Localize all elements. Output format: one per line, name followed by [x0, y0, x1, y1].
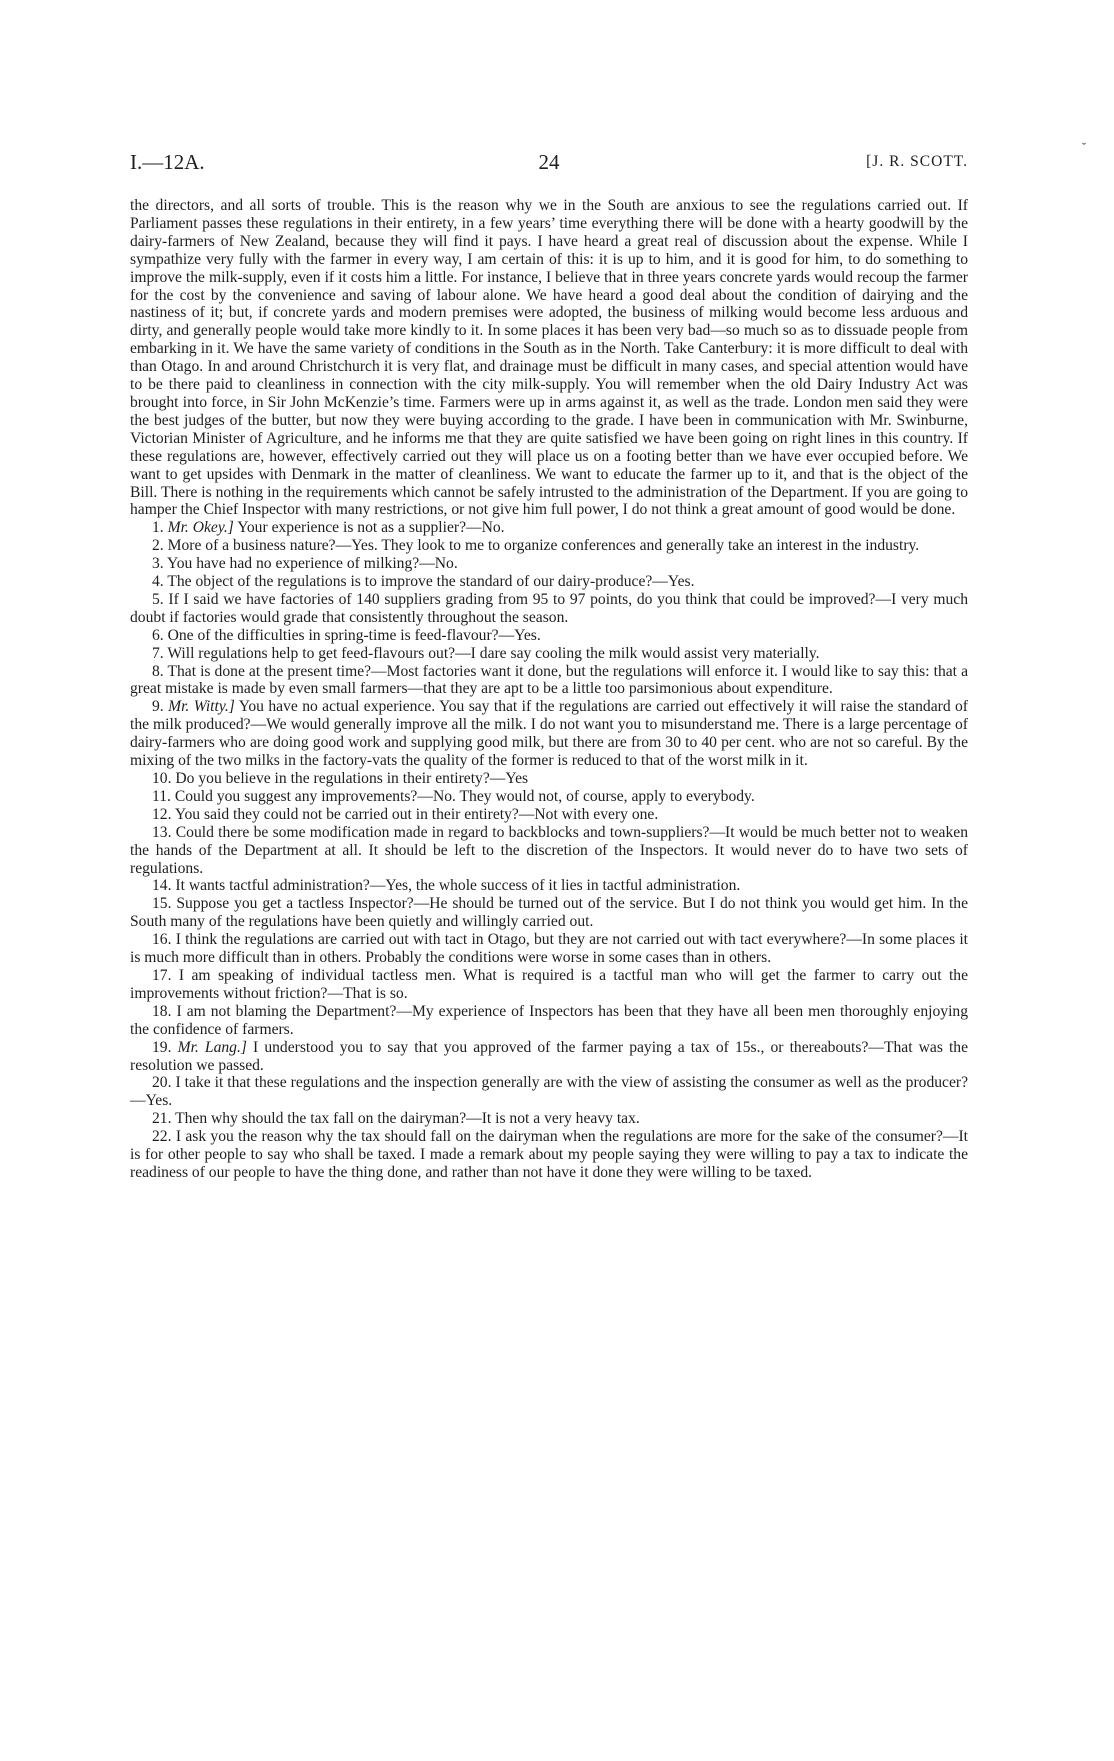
- question-number: 20.: [152, 1074, 176, 1092]
- question-text: I am not blaming the Department?—My experience of Inspectors has been that they have all been men thoroughly enjoying the confidence of farmers.: [130, 1002, 968, 1038]
- question-text: Then why should the tax fall on the dairyman?—It is not a very heavy tax.: [175, 1110, 640, 1128]
- question-number: 19.: [152, 1038, 178, 1056]
- page-header: [130, 150, 968, 180]
- margin-mark: ˇ: [1082, 140, 1086, 154]
- question-text: More of a business nature?—Yes. They look to me to organize conferences and generally take an interest in the industry.: [167, 537, 920, 555]
- question-answer-item: [130, 663, 968, 699]
- question-text: I understood you to say that you approved of the farmer paying a tax of 15s., or thereabouts?—That was the resolution we passed.: [130, 1038, 969, 1074]
- question-number: 9.: [152, 698, 169, 716]
- question-number: 16.: [152, 931, 176, 949]
- question-number: 22.: [152, 1128, 176, 1146]
- question-answer-item: [130, 806, 968, 824]
- question-text: I ask you the reason why the tax should fall on the dairyman when the regulations are more for the sake of the consumer?—It is for other people to say who shall be taxed. I made a remark about my people saying they were willing to pay a tax to indicate the readiness of our people to have the thing done, and rather than not have it done they were willing to be taxed.: [130, 1128, 968, 1181]
- question-number: 14.: [152, 877, 176, 895]
- question-answer-item: [130, 591, 968, 627]
- question-text: I think the regulations are carried out with tact in Otago, but they are not carried out with tact everywhere?—In some places it is much more difficult than in others. Probably the conditions were worse in some cases than in others.: [130, 931, 968, 967]
- question-text: If I said we have factories of 140 suppliers grading from 95 to 97 points, do you think that could be improved?—I very much doubt if factories would grade that consistently throughout the season.: [130, 590, 969, 626]
- question-number: 1.: [152, 519, 168, 537]
- speaker-name: Mr. Witty.]: [168, 698, 235, 716]
- question-number: 7.: [152, 644, 168, 662]
- question-answer-item: [130, 788, 968, 806]
- question-number: 15.: [152, 895, 177, 913]
- question-text: The object of the regulations is to improve the standard of our dairy-produce?—Yes.: [167, 573, 695, 591]
- question-answer-item: [130, 1128, 968, 1182]
- opening-paragraph: the directors, and all sorts of trouble. This is the reason why we in the South are anxious to see the regulations carried out. If Parliament passes these regulations in their entirety, in a few years’ time everything there will be done with a hearty goodwill by the dairy-farmers of New Zealand, because they will find it pays. I have heard a great real of discussion about the expense. While I sympathize very fully with the farmer in every way, I am certain of this: it is up to him, and it is good for him, to do something to improve the milk-supply, even if it costs him a little. For instance, I believe that in three years concrete yards would recoup the farmer for the cost by the convenience and saving of labour alone. We have heard a good deal about the condition of dairying and the nastiness of it; but, if concrete yards and modern premises were adopted, the business of milking would become less arduous and dirty, and generally people would take more kindly to it. In some places it has been very bad—so much so as to dissuade people from embarking in it. We have the same variety of conditions in the South as in the North. Take Canterbury: it is more difficult to deal with than Otago. In and around Christchurch it is very flat, and drainage must be difficult in many cases, and special attention would have to be there paid to cleanliness in connection with the city milk-supply. You will remember when the old Dairy Industry Act was brought into force, in Sir John McKenzie’s time. Farmers were up in arms against it, as well as the trade. London men said they were the best judges of the butter, but now they were buying according to the grade. I have been in communication with Mr. Swinburne, Victorian Minister of Agriculture, and he informs me that they are quite satisfied we have been going on right lines in this country. If these regulations are, however, effectively carried out they will place us on a footing better than we have ever occupied before. We want to get upsides with Denmark in the matter of cleanliness. We want to educate the farmer up to it, and that is the object of the Bill. There is nothing in the requirements which cannot be safely intrusted to the administration of the Department. If you are going to hamper the Chief Inspector with many restrictions, or not give him full power, I do not think a great amount of good would be done.: [130, 197, 968, 519]
- page-number: 24: [538, 150, 560, 174]
- question-answer-item: [130, 698, 968, 770]
- question-text: Do you believe in the regulations in their entirety?—Yes: [175, 770, 529, 787]
- question-number: 3.: [152, 555, 168, 573]
- question-answer-item: [130, 967, 968, 1003]
- question-number: 21.: [152, 1110, 176, 1128]
- question-number: 10.: [152, 770, 176, 787]
- question-answer-item: [130, 1074, 968, 1110]
- question-answer-item: [130, 555, 968, 573]
- report-reference: I.—12A.: [130, 150, 205, 174]
- question-answer-item: [130, 1039, 968, 1075]
- question-answer-item: [130, 770, 968, 788]
- question-answer-item: [130, 877, 968, 895]
- question-number: 4.: [152, 573, 168, 591]
- question-text: One of the difficulties in spring-time is feed-flavour?—Yes.: [167, 626, 541, 644]
- question-answer-item: [130, 931, 968, 967]
- question-list: [130, 519, 968, 1182]
- question-answer-item: [130, 824, 968, 878]
- question-number: 13.: [152, 823, 176, 841]
- question-text: You have no actual experience. You say that if the regulations are carried out effectively it will raise the standard of the milk produced?—We would generally improve all the milk. I do not want you to misunderstand me. There is a large percentage of dairy-farmers who are doing good work and supplying good milk, but there are from 30 to 40 per cent. who are not so careful. By the mixing of the two milks in the factory-vats the quality of the former is reduced to that of the worst milk in it.: [130, 698, 969, 770]
- question-number: 8.: [152, 662, 168, 680]
- question-text: I take it that these regulations and the inspection generally are with the view of assisting the consumer as well as the producer?—Yes.: [130, 1074, 969, 1110]
- question-number: 5.: [152, 590, 169, 608]
- question-text: It wants tactful administration?—Yes, the whole success of it lies in tactful administration.: [175, 877, 741, 895]
- question-number: 12.: [152, 805, 175, 823]
- question-number: 11.: [152, 787, 175, 805]
- question-answer-item: [130, 1110, 968, 1128]
- question-number: 17.: [152, 966, 179, 984]
- document-body: [130, 197, 968, 1182]
- question-answer-item: [130, 645, 968, 663]
- witness-name: [J. R. SCOTT.: [866, 153, 968, 170]
- question-number: 2.: [152, 537, 168, 555]
- question-answer-item: [130, 519, 968, 537]
- speaker-name: Mr. Lang.]: [177, 1038, 247, 1056]
- question-text: I am speaking of individual tactless men. What is required is a tactful man who will get the farmer to carry out the improvements without friction?—That is so.: [130, 966, 969, 1002]
- question-text: That is done at the present time?—Most factories want it done, but the regulations will enforce it. I would like to say this: that a great mistake is made by even small farmers—that they are apt to be a little too parsimonious about expenditure.: [130, 662, 968, 698]
- question-answer-item: [130, 573, 968, 591]
- question-text: You have had no experience of milking?—No.: [167, 555, 458, 573]
- question-text: Could there be some modification made in regard to backblocks and town-suppliers?—It would be much better not to weaken the hands of the Department at all. It should be left to the discretion of the Inspectors. It would never do to have two sets of regulations.: [130, 823, 968, 877]
- question-number: 18.: [152, 1002, 177, 1020]
- question-answer-item: [130, 627, 968, 645]
- question-text: You said they could not be carried out in their entirety?—Not with every one.: [174, 805, 659, 823]
- question-answer-item: [130, 537, 968, 555]
- speaker-name: Mr. Okey.]: [167, 519, 234, 537]
- question-text: Your experience is not as a supplier?—No.: [237, 519, 505, 537]
- question-answer-item: [130, 1003, 968, 1039]
- question-text: Will regulations help to get feed-flavours out?—I dare say cooling the milk would assist very materially.: [167, 644, 820, 662]
- question-number: 6.: [152, 626, 168, 644]
- question-answer-item: [130, 895, 968, 931]
- question-text: Suppose you get a tactless Inspector?—He should be turned out of the service. But I do not think you would get him. In the South many of the regulations have been quietly and willingly carried out.: [130, 895, 969, 931]
- question-text: Could you suggest any improvements?—No. They would not, of course, apply to everybody.: [174, 787, 755, 805]
